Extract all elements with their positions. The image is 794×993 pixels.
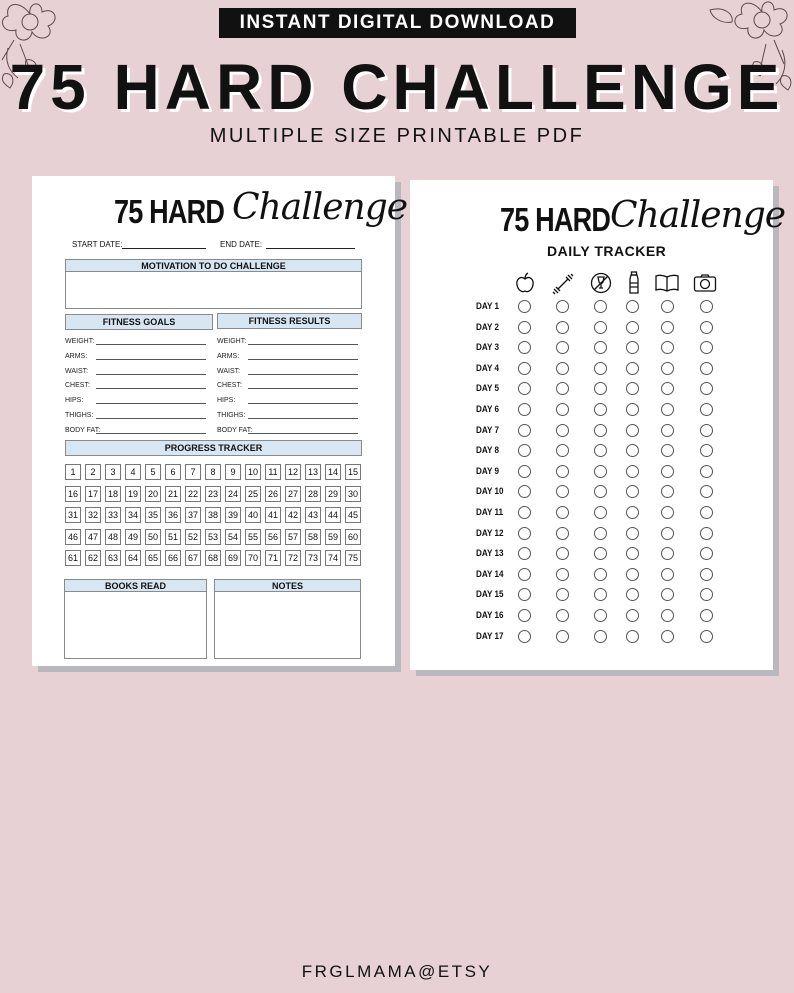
habit-checkbox[interactable] xyxy=(700,341,713,354)
day-label: DAY 11 xyxy=(476,507,504,517)
progress-day-cell[interactable]: 16 xyxy=(65,486,81,502)
goal-label: BODY FAT: xyxy=(65,426,101,434)
progress-day-cell[interactable]: 69 xyxy=(225,550,241,566)
progress-day-cell[interactable]: 51 xyxy=(165,529,181,545)
habit-checkbox[interactable] xyxy=(556,630,569,643)
progress-day-cell[interactable]: 10 xyxy=(245,464,261,480)
progress-day-cell[interactable]: 52 xyxy=(185,529,201,545)
progress-day-cell[interactable]: 7 xyxy=(185,464,201,480)
camera-icon xyxy=(693,273,717,293)
habit-checkbox[interactable] xyxy=(626,300,639,313)
habit-checkbox[interactable] xyxy=(700,424,713,437)
habit-checkbox[interactable] xyxy=(556,444,569,457)
progress-day-cell[interactable]: 38 xyxy=(205,507,221,523)
progress-day-cell[interactable]: 29 xyxy=(325,486,341,502)
progress-day-cell[interactable]: 72 xyxy=(285,550,301,566)
habit-checkbox[interactable] xyxy=(700,485,713,498)
habit-checkbox[interactable] xyxy=(594,382,607,395)
progress-day-cell[interactable]: 33 xyxy=(105,507,121,523)
daily-tracker-subheading: DAILY TRACKER xyxy=(547,243,667,259)
progress-day-cell[interactable]: 63 xyxy=(105,550,121,566)
start-date-line xyxy=(122,248,206,249)
progress-day-cell[interactable]: 32 xyxy=(85,507,101,523)
habit-checkbox[interactable] xyxy=(626,424,639,437)
fitness-goals-header: FITNESS GOALS xyxy=(65,314,213,330)
result-label: ARMS: xyxy=(217,352,240,360)
habit-checkbox[interactable] xyxy=(518,485,531,498)
habit-checkbox[interactable] xyxy=(556,588,569,601)
page-subtitle: MULTIPLE SIZE PRINTABLE PDF xyxy=(209,125,585,147)
habit-checkbox[interactable] xyxy=(700,568,713,581)
progress-day-cell[interactable]: 20 xyxy=(145,486,161,502)
habit-checkbox[interactable] xyxy=(700,362,713,375)
start-date-label: START DATE: xyxy=(72,240,123,249)
day-label: DAY 9 xyxy=(476,465,499,476)
habit-checkbox[interactable] xyxy=(626,630,639,643)
habit-checkbox[interactable] xyxy=(661,465,674,478)
progress-day-cell[interactable]: 30 xyxy=(345,486,361,502)
habit-checkbox[interactable] xyxy=(661,341,674,354)
result-line xyxy=(248,433,358,434)
day-label: DAY 6 xyxy=(476,404,499,414)
water-bottle-icon xyxy=(627,271,641,295)
habit-checkbox[interactable] xyxy=(594,341,607,354)
result-label: WAIST: xyxy=(217,367,241,375)
tracker-script-title: Challenge xyxy=(610,195,786,236)
progress-day-cell[interactable]: 49 xyxy=(125,529,141,545)
habit-checkbox[interactable] xyxy=(661,527,674,540)
goal-label: CHEST: xyxy=(65,382,90,390)
habit-checkbox[interactable] xyxy=(518,547,531,560)
progress-day-cell[interactable]: 40 xyxy=(245,507,261,523)
habit-checkbox[interactable] xyxy=(626,444,639,457)
progress-day-cell[interactable]: 67 xyxy=(185,550,201,566)
progress-day-cell[interactable]: 14 xyxy=(325,464,341,480)
habit-checkbox[interactable] xyxy=(594,424,607,437)
habit-checkbox[interactable] xyxy=(594,506,607,519)
habit-checkbox[interactable] xyxy=(626,547,639,560)
habit-checkbox[interactable] xyxy=(594,527,607,540)
progress-day-cell[interactable]: 9 xyxy=(225,464,241,480)
progress-day-cell[interactable]: 27 xyxy=(285,486,301,502)
progress-day-cell[interactable]: 70 xyxy=(245,550,261,566)
habit-checkbox[interactable] xyxy=(700,527,713,540)
habit-checkbox[interactable] xyxy=(700,403,713,416)
habit-checkbox[interactable] xyxy=(518,568,531,581)
progress-day-cell[interactable]: 44 xyxy=(325,507,341,523)
habit-checkbox[interactable] xyxy=(556,403,569,416)
habit-checkbox[interactable] xyxy=(594,321,607,334)
instant-download-banner: INSTANT DIGITAL DOWNLOAD xyxy=(219,8,576,38)
progress-day-cell[interactable]: 12 xyxy=(285,464,301,480)
result-line xyxy=(248,344,358,345)
habit-checkbox[interactable] xyxy=(518,506,531,519)
habit-checkbox[interactable] xyxy=(626,506,639,519)
goal-line xyxy=(96,433,206,434)
goal-label: ARMS: xyxy=(65,352,88,360)
habit-checkbox[interactable] xyxy=(556,362,569,375)
day-label: DAY 13 xyxy=(476,548,504,559)
habit-checkbox[interactable] xyxy=(626,527,639,540)
progress-day-cell[interactable]: 43 xyxy=(305,507,321,523)
progress-day-cell[interactable]: 75 xyxy=(345,550,361,566)
habit-checkbox[interactable] xyxy=(661,609,674,622)
progress-day-cell[interactable]: 61 xyxy=(65,550,81,566)
progress-day-cell[interactable]: 59 xyxy=(325,529,341,545)
habit-checkbox[interactable] xyxy=(556,547,569,560)
day-label: DAY 15 xyxy=(476,589,504,600)
progress-day-cell[interactable]: 54 xyxy=(225,529,241,545)
habit-checkbox[interactable] xyxy=(700,609,713,622)
goal-line xyxy=(96,374,206,375)
progress-day-cell[interactable]: 8 xyxy=(205,464,221,480)
habit-checkbox[interactable] xyxy=(661,424,674,437)
habit-checkbox[interactable] xyxy=(556,300,569,313)
goal-label: HIPS: xyxy=(65,397,84,405)
day-label: DAY 8 xyxy=(476,445,499,456)
goal-line xyxy=(96,403,206,404)
progress-day-cell[interactable]: 57 xyxy=(285,529,301,545)
habit-checkbox[interactable] xyxy=(518,465,531,478)
page-title: 75 HARD CHALLENGE xyxy=(9,51,785,123)
daily-tracker-sheet xyxy=(410,180,786,670)
day-label: DAY 10 xyxy=(476,486,504,497)
progress-day-cell[interactable]: 47 xyxy=(85,529,101,545)
progress-day-cell[interactable]: 74 xyxy=(325,550,341,566)
habit-checkbox[interactable] xyxy=(700,382,713,395)
progress-day-cell[interactable]: 48 xyxy=(105,529,121,545)
progress-day-cell[interactable]: 6 xyxy=(165,464,181,480)
habit-checkbox[interactable] xyxy=(700,506,713,519)
day-label: DAY 5 xyxy=(476,383,499,394)
progress-day-cell[interactable]: 58 xyxy=(305,529,321,545)
habit-checkbox[interactable] xyxy=(661,403,674,416)
progress-day-cell[interactable]: 31 xyxy=(65,507,81,523)
habit-checkbox[interactable] xyxy=(556,527,569,540)
books-read-header: BOOKS READ xyxy=(64,579,207,592)
result-line xyxy=(248,374,358,375)
progress-day-cell[interactable]: 3 xyxy=(105,464,121,480)
habit-checkbox[interactable] xyxy=(700,588,713,601)
result-line xyxy=(248,359,358,360)
progress-tracker-header: PROGRESS TRACKER xyxy=(65,440,362,456)
tracker-sheet-heading: 75 HARD xyxy=(500,201,611,238)
result-line xyxy=(248,403,358,404)
progress-day-cell[interactable]: 64 xyxy=(125,550,141,566)
progress-day-cell[interactable]: 22 xyxy=(185,486,201,502)
progress-day-cell[interactable]: 26 xyxy=(265,486,281,502)
result-line xyxy=(248,418,358,419)
progress-day-cell[interactable]: 65 xyxy=(145,550,161,566)
day-label: DAY 7 xyxy=(476,424,499,435)
habit-checkbox[interactable] xyxy=(594,362,607,375)
habit-checkbox[interactable] xyxy=(626,382,639,395)
habit-checkbox[interactable] xyxy=(518,444,531,457)
goal-line xyxy=(96,359,206,360)
progress-day-cell[interactable]: 41 xyxy=(265,507,281,523)
progress-day-cell[interactable]: 11 xyxy=(265,464,281,480)
habit-checkbox[interactable] xyxy=(594,547,607,560)
habit-checkbox[interactable] xyxy=(556,485,569,498)
habit-checkbox[interactable] xyxy=(661,588,674,601)
progress-day-cell[interactable]: 66 xyxy=(165,550,181,566)
habit-checkbox[interactable] xyxy=(661,444,674,457)
progress-day-cell[interactable]: 56 xyxy=(265,529,281,545)
sheet-script-title: Challenge xyxy=(232,187,408,228)
progress-day-cell[interactable]: 53 xyxy=(205,529,221,545)
book-icon xyxy=(654,273,680,293)
habit-checkbox[interactable] xyxy=(556,568,569,581)
habit-checkbox[interactable] xyxy=(661,382,674,395)
progress-day-cell[interactable]: 45 xyxy=(345,507,361,523)
progress-day-cell[interactable]: 36 xyxy=(165,507,181,523)
habit-checkbox[interactable] xyxy=(661,485,674,498)
progress-day-cell[interactable]: 55 xyxy=(245,529,261,545)
goal-line xyxy=(96,418,206,419)
progress-day-cell[interactable]: 21 xyxy=(165,486,181,502)
habit-checkbox[interactable] xyxy=(518,424,531,437)
habit-checkbox[interactable] xyxy=(700,444,713,457)
habit-checkbox[interactable] xyxy=(661,568,674,581)
habit-checkbox[interactable] xyxy=(556,321,569,334)
habit-checkbox[interactable] xyxy=(594,485,607,498)
progress-day-cell[interactable]: 17 xyxy=(85,486,101,502)
habit-checkbox[interactable] xyxy=(626,588,639,601)
progress-day-cell[interactable]: 60 xyxy=(345,529,361,545)
habit-checkbox[interactable] xyxy=(700,321,713,334)
goal-label: WAIST: xyxy=(65,367,89,375)
progress-day-cell[interactable]: 50 xyxy=(145,529,161,545)
habit-checkbox[interactable] xyxy=(626,609,639,622)
habit-checkbox[interactable] xyxy=(594,609,607,622)
progress-day-cell[interactable]: 18 xyxy=(105,486,121,502)
habit-checkbox[interactable] xyxy=(556,609,569,622)
progress-day-cell[interactable]: 2 xyxy=(85,464,101,480)
progress-day-cell[interactable]: 62 xyxy=(85,550,101,566)
result-label: BODY FAT: xyxy=(217,426,253,434)
habit-checkbox[interactable] xyxy=(700,300,713,313)
habit-checkbox[interactable] xyxy=(556,382,569,395)
habit-checkbox[interactable] xyxy=(626,568,639,581)
apple-icon xyxy=(514,272,536,294)
habit-checkbox[interactable] xyxy=(556,465,569,478)
habit-checkbox[interactable] xyxy=(594,300,607,313)
day-label: DAY 12 xyxy=(476,527,504,538)
habit-checkbox[interactable] xyxy=(556,506,569,519)
habit-checkbox[interactable] xyxy=(661,300,674,313)
progress-day-cell[interactable]: 42 xyxy=(285,507,301,523)
no-alcohol-icon xyxy=(590,272,612,294)
habit-checkbox[interactable] xyxy=(661,321,674,334)
progress-day-cell[interactable]: 24 xyxy=(225,486,241,502)
notes-header: NOTES xyxy=(214,579,361,592)
end-date-label: END DATE: xyxy=(220,240,263,249)
day-label: DAY 16 xyxy=(476,610,504,620)
day-label: DAY 14 xyxy=(476,568,504,579)
day-label: DAY 2 xyxy=(476,321,499,332)
habit-checkbox[interactable] xyxy=(518,300,531,313)
day-label: DAY 3 xyxy=(476,342,499,353)
shop-footer: FRGLMAMA@ETSY xyxy=(301,962,493,981)
progress-day-cell[interactable]: 71 xyxy=(265,550,281,566)
habit-checkbox[interactable] xyxy=(594,568,607,581)
habit-checkbox[interactable] xyxy=(518,362,531,375)
progress-day-cell[interactable]: 34 xyxy=(125,507,141,523)
habit-checkbox[interactable] xyxy=(518,630,531,643)
progress-day-cell[interactable]: 35 xyxy=(145,507,161,523)
habit-checkbox[interactable] xyxy=(626,465,639,478)
habit-checkbox[interactable] xyxy=(518,321,531,334)
progress-day-cell[interactable]: 15 xyxy=(345,464,361,480)
habit-checkbox[interactable] xyxy=(518,341,531,354)
day-label: DAY 4 xyxy=(476,362,499,373)
motivation-header: MOTIVATION TO DO CHALLENGE xyxy=(65,259,362,272)
result-label: WEIGHT: xyxy=(217,338,247,345)
progress-day-cell[interactable]: 23 xyxy=(205,486,221,502)
sheet-heading: 75 HARD xyxy=(114,193,225,230)
habit-checkbox[interactable] xyxy=(518,588,531,601)
habit-checkbox[interactable] xyxy=(626,362,639,375)
habit-checkbox[interactable] xyxy=(700,465,713,478)
progress-day-cell[interactable]: 46 xyxy=(65,529,81,545)
habit-checkbox[interactable] xyxy=(661,362,674,375)
progress-day-cell[interactable]: 37 xyxy=(185,507,201,523)
progress-day-cell[interactable]: 19 xyxy=(125,486,141,502)
goal-label: THIGHS: xyxy=(65,412,94,419)
dumbbell-icon xyxy=(551,272,575,296)
progress-day-cell[interactable]: 39 xyxy=(225,507,241,523)
result-label: CHEST: xyxy=(217,382,242,390)
habit-checkbox[interactable] xyxy=(594,630,607,643)
progress-day-cell[interactable]: 4 xyxy=(125,464,141,480)
goal-line xyxy=(96,344,206,345)
habit-checkbox[interactable] xyxy=(661,630,674,643)
habit-checkbox[interactable] xyxy=(700,547,713,560)
day-label: DAY 1 xyxy=(476,301,499,311)
end-date-line xyxy=(266,248,355,249)
fitness-results-header: FITNESS RESULTS xyxy=(217,313,362,329)
habit-checkbox[interactable] xyxy=(594,444,607,457)
habit-checkbox[interactable] xyxy=(626,485,639,498)
habit-checkbox[interactable] xyxy=(556,424,569,437)
goal-label: WEIGHT: xyxy=(65,338,95,345)
habit-checkbox[interactable] xyxy=(700,630,713,643)
habit-checkbox[interactable] xyxy=(626,321,639,334)
day-label: DAY 17 xyxy=(476,630,504,641)
progress-day-cell[interactable]: 5 xyxy=(145,464,161,480)
challenge-overview-sheet xyxy=(32,176,408,666)
progress-day-cell[interactable]: 1 xyxy=(65,464,81,480)
habit-checkbox[interactable] xyxy=(626,403,639,416)
habit-checkbox[interactable] xyxy=(556,341,569,354)
habit-checkbox[interactable] xyxy=(518,527,531,540)
progress-day-cell[interactable]: 68 xyxy=(205,550,221,566)
result-line xyxy=(248,388,358,389)
result-label: THIGHS: xyxy=(217,412,246,419)
habit-checkbox[interactable] xyxy=(518,609,531,622)
goal-line xyxy=(96,388,206,389)
progress-day-cell[interactable]: 73 xyxy=(305,550,321,566)
habit-checkbox[interactable] xyxy=(518,382,531,395)
habit-checkbox[interactable] xyxy=(661,506,674,519)
result-label: HIPS: xyxy=(217,397,236,405)
habit-checkbox[interactable] xyxy=(594,588,607,601)
progress-day-cell[interactable]: 25 xyxy=(245,486,261,502)
habit-checkbox[interactable] xyxy=(661,547,674,560)
habit-checkbox[interactable] xyxy=(626,341,639,354)
progress-day-cell[interactable]: 13 xyxy=(305,464,321,480)
habit-checkbox[interactable] xyxy=(594,465,607,478)
habit-checkbox[interactable] xyxy=(518,403,531,416)
progress-day-cell[interactable]: 28 xyxy=(305,486,321,502)
habit-checkbox[interactable] xyxy=(594,403,607,416)
